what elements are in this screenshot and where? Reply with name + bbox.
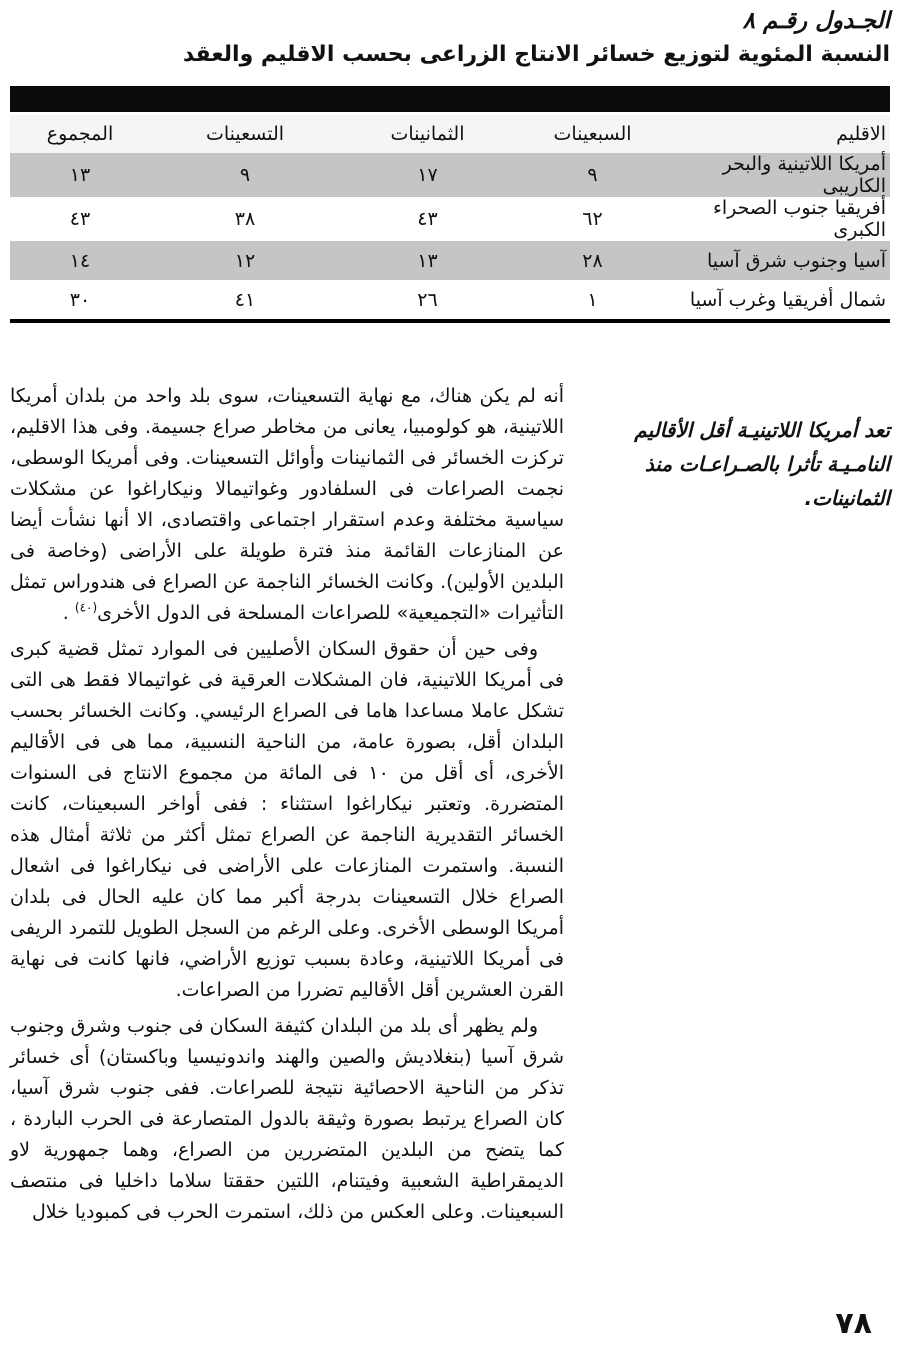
table-header-row bbox=[10, 115, 890, 153]
column-header-total: المجموع bbox=[10, 115, 150, 153]
table-row bbox=[10, 153, 890, 197]
region-cell: آسيا وجنوب شرق آسيا bbox=[670, 241, 890, 280]
column-header-region: الاقليم bbox=[670, 115, 890, 153]
table-header-band bbox=[10, 86, 890, 112]
table-row bbox=[10, 280, 890, 321]
data-table-section bbox=[10, 86, 890, 323]
region-cell: أفريقيا جنوب الصحراء الكبرى bbox=[712, 197, 886, 241]
value-cell: ٤٣ bbox=[417, 208, 438, 230]
losses-table bbox=[10, 115, 890, 323]
value-cell: ٤٣ bbox=[69, 208, 91, 230]
column-header-seventies: السبعينات bbox=[515, 115, 670, 153]
value-cell: ٦٢ bbox=[582, 208, 603, 230]
table-row bbox=[10, 241, 890, 280]
body-content bbox=[10, 381, 890, 1233]
region-cell: أمريكا اللاتينية والبحر الكاريبى bbox=[670, 153, 890, 197]
value-cell: ١٧ bbox=[340, 153, 515, 197]
value-cell: ٩ bbox=[515, 153, 670, 197]
table-number-label: الجـدول رقـم ٨ bbox=[742, 8, 890, 34]
body-paragraph: وفى حين أن حقوق السكان الأصليين فى الموارد تمثل قضية كبرى فى أمريكا اللاتينية، فان المشكلات العرقية فى غواتيمالا فقط هى التى تشكل عاملا مساعدا هاما فى الصراع الرئيسي. وكانت الخسائر بحسب البلدان أقل، بصورة عامة، من الناحية النسبية، مما هى فى الأقاليم الأخرى، أى أقل من ١٠ فى المائة من مجموع الانتاج فى السنوات المتضررة. وتعتبر نيكاراغوا استثناء : ففى أواخر السبعينات، كانت الخسائر التقديرية الناجمة عن الصراع تمثل أكثر من ثلاثة أمثال هذه النسبة. واستمرت المنازعات على الأراضى فى نيكاراغوا فى اشعال الصراع خلال التسعينات بدرجة أكبر مما كان عليه الحال فى بلدان أمريكا الوسطى الأخرى. وعلى الرغم من السجل الطويل للتمرد الريفى فى أمريكا اللاتينية، وعادة بسبب توزيع الأراضي، فانها كانت فى نهاية القرن العشرين أقل الأقاليم تضررا من الصراعات. bbox=[10, 638, 565, 1001]
value-cell: ١ bbox=[587, 288, 598, 311]
paragraph-suffix: . bbox=[62, 602, 75, 624]
column-header-nineties: التسعينات bbox=[150, 115, 340, 153]
footnote-marker: (٤٠) bbox=[74, 600, 98, 615]
column-header-eighties: الثمانينات bbox=[340, 115, 515, 153]
page-number: ٧٨ bbox=[835, 1306, 872, 1341]
body-paragraph: ولم يظهر أى بلد من البلدان كثيفة السكان فى جنوب وشرق وجنوب شرق آسيا (بنغلاديش والصين والهند واندونيسيا وباكستان) أى خسائر تذكر من الناحية الاحصائية نتيجة للصراعات. ففى جنوب شرق آسيا، كان الصراع يرتبط بصورة وثيقة بالدول المتصارعة فى الحرب الباردة ، كما يتضح من البلدين المتضررين من الصراع، وهما جمهورية لاو الديمقراطية الشعبية وفيتنام، اللتين حققتا سلاما داخليا فى منتصف السبعينات. وعلى العكس من ذلك، استمرت الحرب فى كمبوديا خلال bbox=[10, 1015, 564, 1223]
value-cell: ١٤ bbox=[10, 241, 150, 280]
value-cell: ١٣ bbox=[10, 153, 150, 197]
value-cell: ٢٨ bbox=[515, 241, 670, 280]
value-cell: ١٢ bbox=[150, 241, 340, 280]
body-text-column bbox=[10, 381, 564, 1233]
table-row bbox=[10, 197, 890, 241]
document-page bbox=[10, 0, 890, 1353]
value-cell: ١٣ bbox=[340, 241, 515, 280]
region-cell: شمال أفريقيا وغرب آسيا bbox=[689, 288, 886, 311]
body-paragraph bbox=[10, 381, 564, 629]
value-cell: ٣٨ bbox=[234, 208, 256, 230]
value-cell: ٩ bbox=[150, 153, 340, 197]
margin-note: تعد أمريكا اللاتينيـة أقل الأقاليم النامـيـة تأثرا بالصـراعـات منذ الثمانينات. bbox=[634, 418, 890, 510]
table-title: النسبة المئوية لتوزيع خسائر الانتاج الزراعى بحسب الاقليم والعقد bbox=[182, 42, 890, 67]
value-cell: ٣٠ bbox=[69, 288, 91, 311]
paragraph-text: أنه لم يكن هناك، مع نهاية التسعينات، سوى بلد واحد من بلدان أمريكا اللاتينية، هو كولومبيا، يعانى من مخاطر صراع جسيمة. وفى هذا الاقليم، تركزت الخسائر فى الثمانينات وأوائل التسعينات. وفى أمريكا الوسطى، نجمت الصراعات فى السلفادور وغواتيمالا ونيكاراغوا عن مشكلات سياسية مختلفة وعدم استقرار اجتماعى واقتصادى، الا أنها نشأت أيضا عن المنازعات القائمة منذ فترة طويلة على الأراضى (وخاصة فى البلدين الأولين). وكانت الخسائر الناجمة عن الصراع فى هندوراس تمثل التأثيرات «التجميعية» للصراعات المسلحة فى الدول الأخرى bbox=[10, 385, 564, 624]
value-cell: ٢٦ bbox=[417, 288, 438, 311]
value-cell: ٤١ bbox=[234, 288, 256, 311]
